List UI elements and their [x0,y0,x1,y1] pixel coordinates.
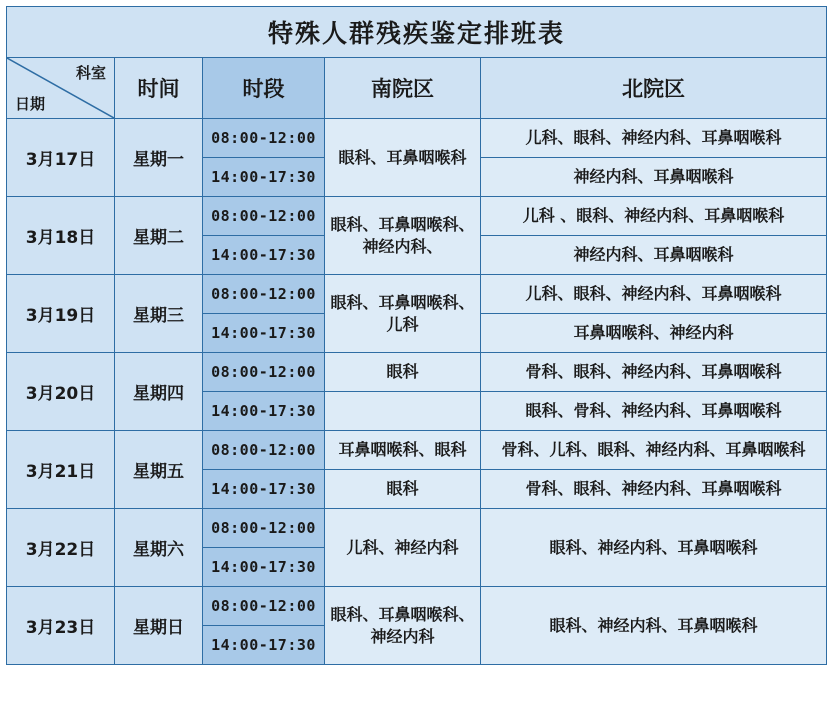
table-row [7,275,827,314]
cell-time-slot: 14:00-17:30 [203,392,325,431]
cell-weekday: 星期一 [115,119,203,197]
cell-south-departments: 眼科 [325,470,481,509]
schedule-sheet [0,6,832,725]
cell-north-departments: 儿科、眼科、神经内科、耳鼻咽喉科 [481,119,827,158]
cell-north-departments: 眼科、骨科、神经内科、耳鼻咽喉科 [481,392,827,431]
cell-north-departments: 儿科 、眼科、神经内科、耳鼻咽喉科 [481,197,827,236]
cell-date: 3月17日 [7,119,115,197]
cell-south-departments: 眼科、耳鼻咽喉科、神经内科、 [325,197,481,275]
cell-south-departments: 眼科、耳鼻咽喉科、神经内科 [325,587,481,665]
cell-time-slot: 14:00-17:30 [203,626,325,665]
cell-north-departments: 骨科、眼科、神经内科、耳鼻咽喉科 [481,470,827,509]
cell-north-departments: 眼科、神经内科、耳鼻咽喉科 [481,509,827,587]
cell-weekday: 星期四 [115,353,203,431]
cell-weekday: 星期二 [115,197,203,275]
cell-south-departments: 眼科、耳鼻咽喉科 [325,119,481,197]
cell-north-departments: 神经内科、耳鼻咽喉科 [481,158,827,197]
cell-date: 3月18日 [7,197,115,275]
page-title: 特殊人群残疾鉴定排班表 [7,7,827,58]
cell-date: 3月20日 [7,353,115,431]
cell-south-departments: 耳鼻咽喉科、眼科 [325,431,481,470]
cell-time-slot: 14:00-17:30 [203,470,325,509]
table-row [7,587,827,626]
header-row [7,58,827,119]
header-south-campus: 南院区 [325,58,481,119]
table-row [7,353,827,392]
header-slot: 时段 [203,58,325,119]
header-north-campus: 北院区 [481,58,827,119]
cell-time-slot: 14:00-17:30 [203,236,325,275]
table-row [7,431,827,470]
cell-date: 3月21日 [7,431,115,509]
cell-time-slot: 08:00-12:00 [203,587,325,626]
cell-south-departments [325,392,481,431]
header-time: 时间 [115,58,203,119]
cell-north-departments: 耳鼻咽喉科、神经内科 [481,314,827,353]
cell-time-slot: 08:00-12:00 [203,197,325,236]
cell-date: 3月19日 [7,275,115,353]
cell-time-slot: 14:00-17:30 [203,158,325,197]
corner-header [7,58,115,119]
cell-south-departments: 眼科、耳鼻咽喉科、儿科 [325,275,481,353]
cell-south-departments: 儿科、神经内科 [325,509,481,587]
cell-time-slot: 08:00-12:00 [203,431,325,470]
table-row [7,197,827,236]
cell-weekday: 星期五 [115,431,203,509]
cell-time-slot: 14:00-17:30 [203,548,325,587]
table-row [7,509,827,548]
cell-north-departments: 眼科、神经内科、耳鼻咽喉科 [481,587,827,665]
cell-weekday: 星期六 [115,509,203,587]
cell-north-departments: 骨科、眼科、神经内科、耳鼻咽喉科 [481,353,827,392]
cell-date: 3月22日 [7,509,115,587]
cell-time-slot: 08:00-12:00 [203,353,325,392]
schedule-body [7,7,827,665]
cell-time-slot: 08:00-12:00 [203,509,325,548]
corner-label-date: 日期 [15,95,46,113]
corner-label-department: 科室 [75,64,106,82]
cell-south-departments: 眼科 [325,353,481,392]
cell-north-departments: 儿科、眼科、神经内科、耳鼻咽喉科 [481,275,827,314]
cell-weekday: 星期日 [115,587,203,665]
cell-weekday: 星期三 [115,275,203,353]
cell-north-departments: 骨科、儿科、眼科、神经内科、耳鼻咽喉科 [481,431,827,470]
title-row [7,7,827,58]
cell-date: 3月23日 [7,587,115,665]
cell-time-slot: 14:00-17:30 [203,314,325,353]
table-row [7,119,827,158]
cell-time-slot: 08:00-12:00 [203,119,325,158]
schedule-table [6,6,827,665]
cell-north-departments: 神经内科、耳鼻咽喉科 [481,236,827,275]
cell-time-slot: 08:00-12:00 [203,275,325,314]
